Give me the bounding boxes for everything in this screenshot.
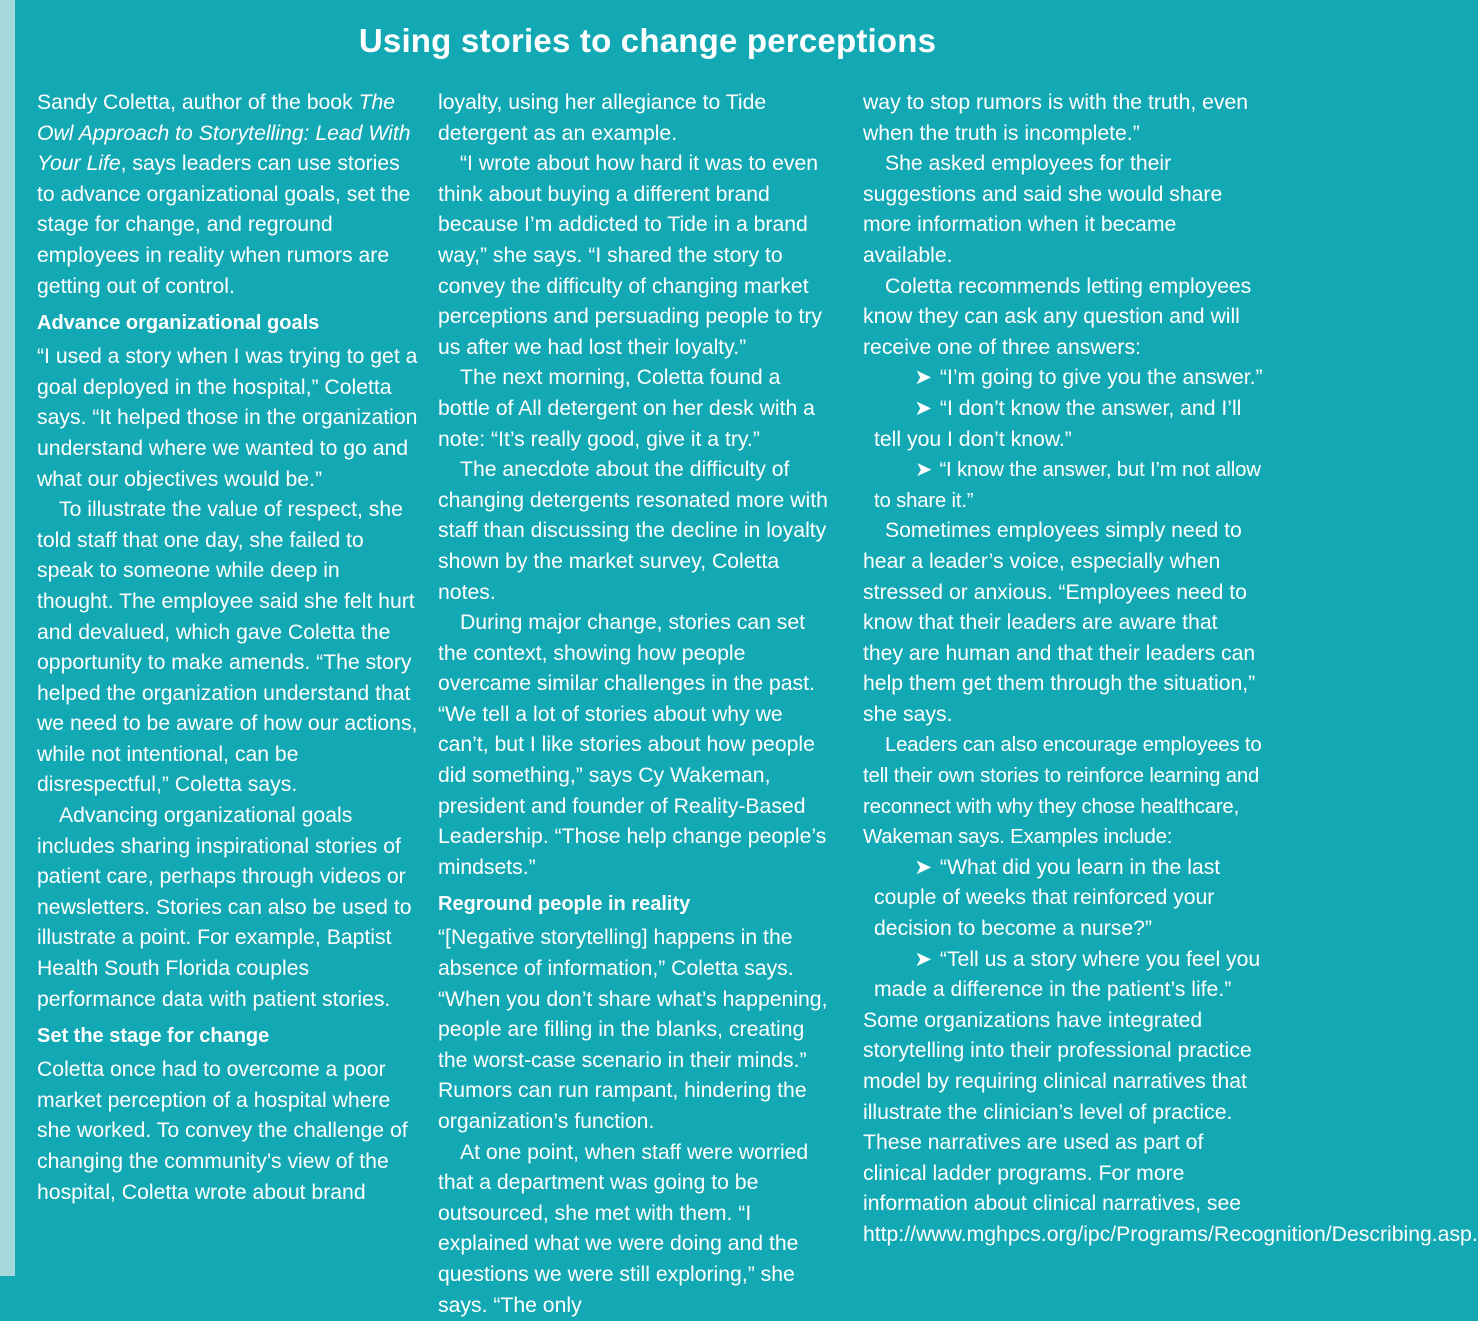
section-heading-set-stage: Set the stage for change <box>37 1025 270 1048</box>
answer-item <box>863 455 1263 516</box>
article-title: Using stories to change perceptions <box>358 22 937 59</box>
section-heading-reground: Reground people in reality <box>438 893 691 916</box>
arrow-bullet-icon: ➤ <box>915 459 932 482</box>
answer-text: “I’m going to give you the answer.” <box>939 366 1263 390</box>
paragraph: The anecdote about the difficulty of changing detergents resonated more with staff than discussing the decline in loyalty shown by the market survey, Coletta notes. <box>438 458 828 604</box>
arrow-bullet-icon: ➤ <box>914 855 932 879</box>
example-text: “Tell us a story where you feel you made a difference in the patient’s life.” <box>874 947 1261 1002</box>
paragraph: way to stop rumors is with the truth, even when the truth is incomplete.” <box>863 91 1249 145</box>
paragraph: Coletta once had to overcome a poor market perception of a hospital where she worked. To convey the challenge of changing the community’s view of the hospital, Coletta wrote about brand <box>37 1058 408 1204</box>
column-2 <box>438 88 838 1321</box>
section-heading-advance-goals: Advance organizational goals <box>37 312 320 335</box>
paragraph: “I used a story when I was trying to get a goal deployed in the hospital,” Coletta says. “It helped those in the organization understand where we wanted to go and what our objectives would be.” <box>37 345 418 491</box>
answer-text: “I don’t know the answer, and I’ll tell you I don’t know.” <box>874 396 1242 451</box>
column-1 <box>37 88 422 1208</box>
answer-item <box>863 394 1263 455</box>
paragraph: Coletta recommends letting employees know they can ask any question and will receive one of three answers: <box>863 274 1252 359</box>
paragraph: She asked employees for their suggestions and said she would share more information when it became available. <box>863 152 1223 267</box>
paragraph: To illustrate the value of respect, she told staff that one day, she failed to speak to someone while deep in thought. The employee said she felt hurt and devalued, which gave Coletta the opportunity to make amends. “The story helped the organization understand that we need to be aware of how our actions, while not intentional, can be disrespectful,” Coletta says. <box>37 498 418 797</box>
arrow-bullet-icon: ➤ <box>914 947 932 971</box>
example-text: “What did you learn in the last couple of weeks that reinforced your decision to become a nurse?” <box>874 855 1221 941</box>
book-title: The Owl Approach to Storytelling: Lead With Your Life <box>37 91 411 176</box>
paragraph: The next morning, Coletta found a bottle of All detergent on her desk with a note: “It’s really good, give it a try.” <box>438 366 815 451</box>
paragraph: “[Negative storytelling] happens in the absence of information,” Coletta says. “When you don’t share what’s happening, people are filling in the blanks, creating the worst-case scenario in their minds.” Rumors can run rampant, hindering the organization’s function. <box>438 926 828 1133</box>
paragraph: Some organizations have integrated storytelling into their professional practice model by requiring clinical narratives that illustrate the clinician’s level of practice. These narratives are used as part of clinical ladder programs. For more information about clinical narratives, see http://www.mghpcs.org/ipc/Programs/Recognition/Describing.asp. <box>863 1008 1478 1246</box>
intro-paragraph <box>37 88 422 302</box>
paragraph: “I wrote about how hard it was to even think about buying a different brand because I’m addicted to Tide in a brand way,” she says. “I shared the story to convey the difficulty of changing market perceptions and persuading people to try us after we had lost their loyalty.” <box>438 152 822 359</box>
paragraph: At one point, when staff were worried that a department was going to be outsourced, she met with them. “I explained what we were doing and the questions we were still exploring,” she says. “The only <box>438 1140 809 1317</box>
column-3 <box>863 88 1478 1251</box>
left-accent-stripe <box>0 0 15 1276</box>
intro-text-post: , says leaders can use stories to advance organizational goals, set the stage for change, and reground employees in reality when rumors are getting out of control. <box>37 152 411 298</box>
arrow-bullet-icon: ➤ <box>914 366 932 390</box>
example-item <box>863 945 1263 1006</box>
arrow-bullet-icon: ➤ <box>914 396 932 420</box>
paragraph: Advancing organizational goals includes sharing inspirational stories of patient care, perhaps through videos or newsletters. Stories can also be used to illustrate a point. For example, Baptist Health South Florida couples performance data with patient stories. <box>37 804 412 1011</box>
example-item <box>863 853 1263 945</box>
paragraph: During major change, stories can set the context, showing how people overcame similar challenges in the past. “We tell a lot of stories about why we can’t, but I like stories about how people did something,” says Cy Wakeman, president and founder of Reality-Based Leadership. “Those help change people’s mindsets.” <box>438 611 827 879</box>
paragraph: Sometimes employees simply need to hear a leader’s voice, especially when stressed or anxious. “Employees need to know that their leaders are aware that they are human and that their leaders can help them get them through the situation,” she says. <box>863 519 1256 726</box>
paragraph: Leaders can also encourage employees to tell their own stories to reinforce learning and reconnect with why they chose healthcare, Wakeman says. Examples include: <box>863 734 1262 849</box>
answer-item <box>863 363 1263 394</box>
intro-text-pre: Sandy Coletta, author of the book <box>37 91 359 114</box>
paragraph: loyalty, using her allegiance to Tide detergent as an example. <box>438 91 767 145</box>
answer-text: “I know the answer, but I’m not allow to share it.” <box>874 459 1261 512</box>
